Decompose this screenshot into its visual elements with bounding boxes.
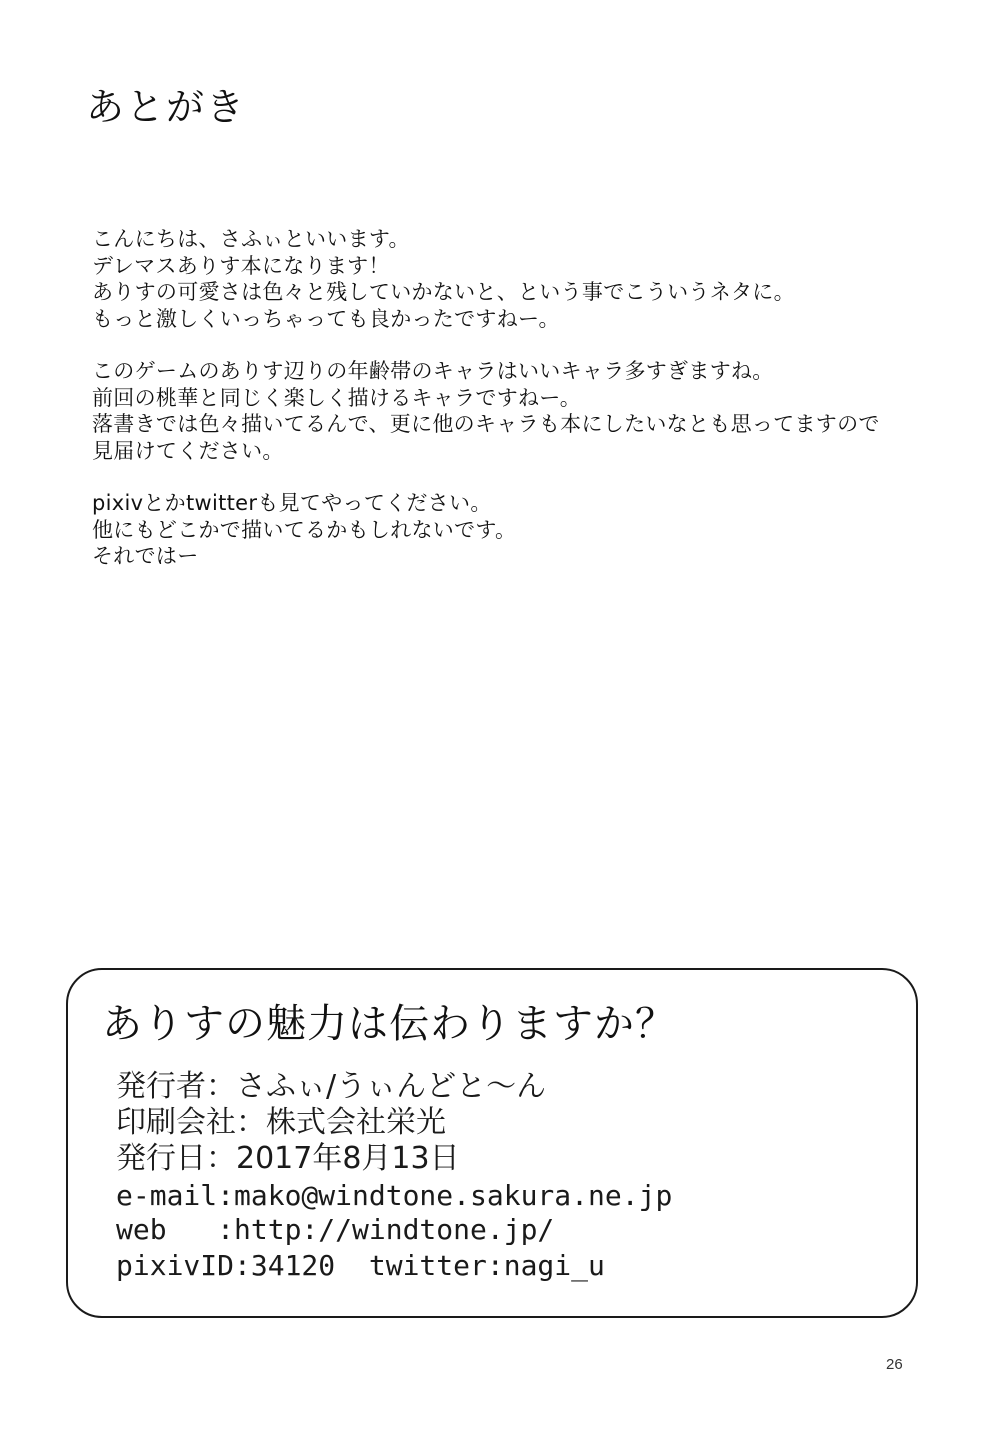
page-title: あとがき bbox=[86, 85, 247, 129]
printer-line: 印刷会社：株式会社栄光 bbox=[116, 1105, 446, 1140]
paragraph-closing bbox=[92, 490, 972, 570]
publish-date-line: 発行日：2017年8月13日 bbox=[116, 1141, 460, 1176]
paragraph-characters bbox=[92, 358, 972, 464]
text-line: pixivとかtwitterも見てやってください。 bbox=[92, 491, 492, 515]
text-line: もっと激しくいっちゃっても良かったですねー。 bbox=[92, 306, 560, 331]
text-line: 見届けてください。 bbox=[92, 438, 284, 463]
colophon-title: ありすの魅力は伝わりますか？ bbox=[102, 1001, 676, 1047]
text-line: こんにちは、さふぃといいます。 bbox=[92, 227, 410, 251]
text-line: デレマスありす本になります！ bbox=[92, 253, 390, 278]
web-line: web :http://windtone.jp/ bbox=[116, 1213, 555, 1246]
text-line: このゲームのありす辺りの年齢帯のキャラはいいキャラ多すぎますね。 bbox=[92, 359, 774, 383]
afterword-body bbox=[92, 226, 972, 596]
publisher-line: 発行者：さふぃ/うぃんどと～ん bbox=[116, 1069, 547, 1104]
page-number: 26 bbox=[886, 1356, 903, 1373]
social-ids-line: pixivID:34120 twitter:nagi_u bbox=[116, 1249, 605, 1282]
text-line: 落書きでは色々描いてるんで、更に他のキャラも本にしたいなとも思ってますので bbox=[92, 412, 880, 436]
text-line: それではー bbox=[92, 544, 199, 568]
text-line: ありすの可愛さは色々と残していかないと、という事でこういうネタに。 bbox=[92, 280, 795, 304]
colophon-box bbox=[66, 968, 918, 1318]
email-line: e-mail:mako@windtone.sakura.ne.jp bbox=[116, 1179, 673, 1212]
paragraph-greeting bbox=[92, 226, 972, 332]
text-line: 前回の桃華と同じく楽しく描けるキャラですねー。 bbox=[92, 385, 582, 410]
text-line: 他にもどこかで描いてるかもしれないです。 bbox=[92, 517, 517, 542]
